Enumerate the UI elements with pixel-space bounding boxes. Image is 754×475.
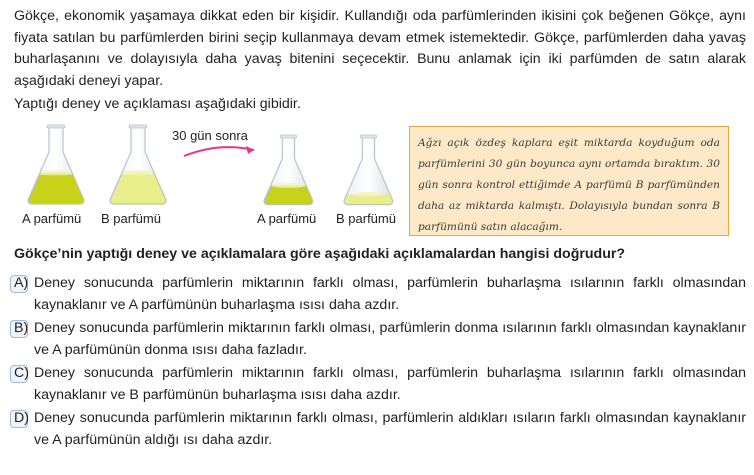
- experiment-figure: [14, 122, 414, 232]
- option-d-text: Deney sonucunda parfümlerin miktarının farklı olması, parfümlerin aldıkları ısıların farklı olmasından kaynaklanır ve A parfümünün aldığı ısı daha azdır.: [34, 410, 746, 448]
- answer-options: [14, 272, 746, 452]
- time-arrow-icon: [184, 147, 254, 156]
- option-a[interactable]: [14, 272, 746, 316]
- intro-paragraph: Gökçe, ekonomik yaşamaya dikkat eden bir kişidir. Kullandığı oda parfümlerinden ikisini çok beğenen Gökçe, aynı fiyata satılan bu parfümlerden birini seçip kullanmaya devam etmek istemektedir. Gökçe, parfümlerden daha yavaş buharlaşanını ve dolayısıyla daha yavaş bitenini seçecektir. Bunu anlamak için iki parfümden de satın alarak aşağıdaki deneyi yapar.: [14, 8, 746, 89]
- option-a-text: Deney sonucunda parfümlerin miktarının farklı olması, parfümlerin buharlaşma ısılarının farklı olmasından kaynaklanır ve A parfümünün buharlaşma ısısı daha azdır.: [34, 275, 746, 313]
- flask-after-b-rim: [360, 135, 376, 138]
- flask-before-b-rim: [129, 125, 147, 128]
- option-c-text: Deney sonucunda parfümlerin miktarının farklı olması, parfümlerin buharlaşma ısılarının farklı olmasından kaynaklanır ve B parfümünün buharlaşma ısısı daha azdır.: [34, 365, 746, 403]
- option-c-letter: C): [14, 362, 29, 384]
- option-c[interactable]: [14, 362, 746, 406]
- flask-before-b-liquid: [108, 173, 168, 204]
- flask-after-a: [262, 135, 315, 205]
- flask-before-a: [26, 125, 86, 204]
- label-before-a: A parfümü: [22, 211, 82, 226]
- experiment-caption: Yaptığı deney ve açıklaması aşağıdaki gibidir.: [14, 96, 301, 112]
- flask-after-a-surface: [271, 183, 306, 188]
- option-d-letter: D): [14, 407, 29, 429]
- question-text: Gökçe’nin yaptığı deney ve açıklamalara göre aşağıdaki açıklamalardan hangisi doğrudur?: [14, 246, 626, 262]
- option-b-letter: B): [14, 317, 28, 339]
- arrow-head-icon: [246, 146, 254, 154]
- label-after-a: A parfümü: [257, 211, 317, 226]
- flask-before-a-rim: [47, 125, 65, 128]
- label-before-b: B parfümü: [101, 211, 161, 226]
- option-b-text: Deney sonucunda parfümlerin miktarının farklı olması, parfümlerin donma ısılarının farklı olmasından kaynaklanır ve A parfümünün donma ısısı daha fazladır.: [34, 320, 746, 358]
- flask-after-a-rim: [280, 135, 296, 138]
- flask-before-b: [108, 125, 168, 204]
- option-a-letter: A): [14, 272, 28, 294]
- option-b[interactable]: [14, 317, 746, 361]
- time-label: 30 gün sonra: [172, 128, 248, 143]
- label-after-b: B parfümü: [336, 211, 396, 226]
- experiment-note: Ağzı açık özdeş kaplara eşit miktarda koyduğum oda parfümlerini 30 gün boyunca aynı ortamda bıraktım. 30 gün sonra kontrol ettiğimde A parfümü B parfümünden daha az miktarda kalmıştı. Dolayısıyla bundan sonra B parfümünü satın alacağım.: [409, 126, 729, 236]
- flask-before-a-liquid: [26, 173, 86, 204]
- flask-after-b-surface: [354, 192, 383, 197]
- flask-after-b: [342, 135, 395, 205]
- option-d[interactable]: [14, 407, 746, 451]
